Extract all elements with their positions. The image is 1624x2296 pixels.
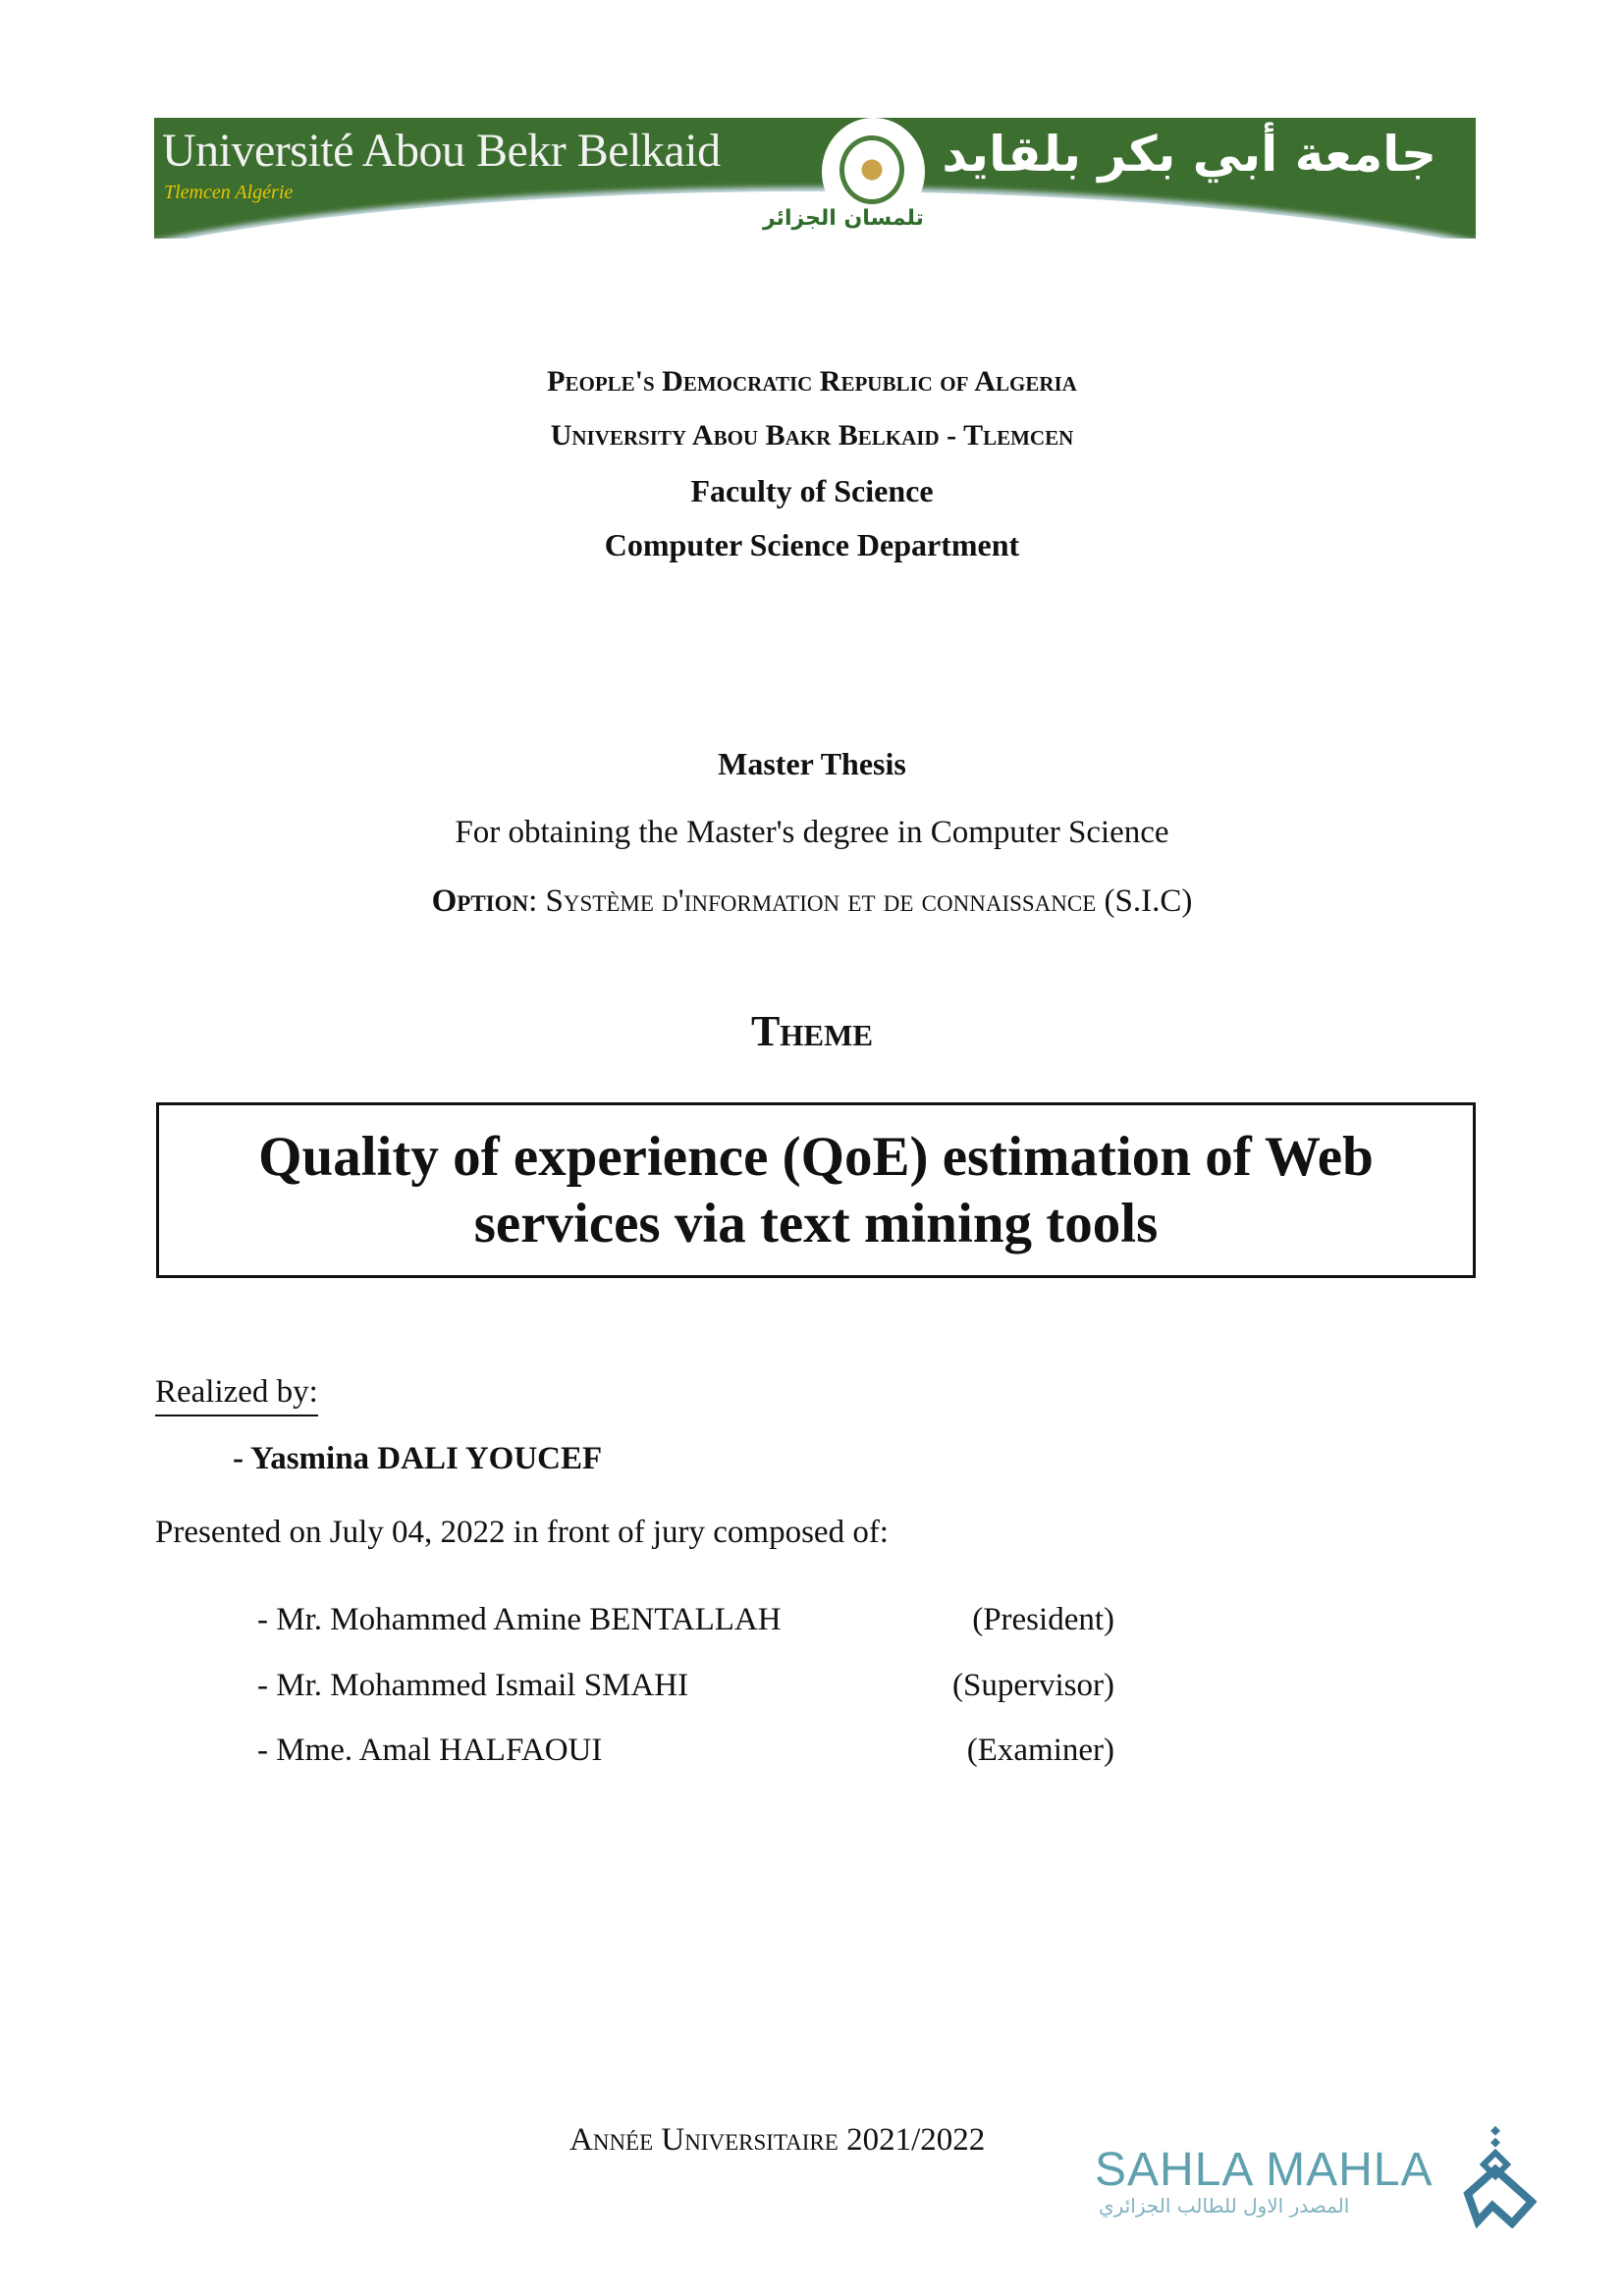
university-name-ar: جامعة أبي بكر بلقايد <box>942 126 1436 183</box>
realized-by-label: Realized by: <box>155 1374 318 1416</box>
university-heading: University Abou Bakr Belkaid - Tlemcen <box>550 419 1074 452</box>
theme-label: Theme <box>750 1007 874 1055</box>
university-name-fr: Université Abou Bekr Belkaid <box>162 125 721 177</box>
department-heading: Computer Science Department <box>604 527 1020 562</box>
option-value: : Système d'information et de connaissance (S.I.C) <box>528 883 1193 919</box>
thesis-title-box <box>156 1102 1476 1278</box>
watermark-brand: SAHLA MAHLA <box>1095 2144 1434 2196</box>
faculty-heading: Faculty of Science <box>690 473 934 508</box>
jury-member-name: - Mr. Mohammed Amine BENTALLAH <box>257 1602 782 1637</box>
thesis-purpose: For obtaining the Master's degree in Computer Science <box>455 815 1169 850</box>
university-banner <box>154 118 1476 239</box>
jury-member-name: - Mme. Amal HALFAOUI <box>257 1733 603 1768</box>
option-label: Option <box>431 883 529 919</box>
location-fr: Tlemcen Algérie <box>164 182 294 203</box>
thesis-type: Master Thesis <box>718 746 906 781</box>
presentation-text: Presented on July 04, 2022 in front of jury composed of: <box>155 1515 889 1550</box>
sahla-mahla-watermark <box>1095 2125 1537 2228</box>
thesis-title: Quality of experience (QoE) estimation of Web services via text mining tools <box>258 1125 1374 1255</box>
jury-member-role: (Examiner) <box>966 1733 1114 1768</box>
author-name: - Yasmina DALI YOUCEF <box>233 1441 603 1476</box>
jury-member-name: - Mr. Mohammed Ismail SMAHI <box>257 1668 689 1703</box>
watermark-tagline: المصدر الاول للطالب الجزائري <box>1099 2194 1350 2217</box>
sahla-logo-icon <box>1463 2125 1537 2228</box>
location-ar: تلمسان الجزائر <box>763 206 924 231</box>
thesis-option <box>0 883 1624 920</box>
country-heading: People's Democratic Republic of Algeria <box>547 365 1077 398</box>
academic-year: Année Universitaire 2021/2022 <box>569 2122 986 2158</box>
jury-member-role: (Supervisor) <box>952 1668 1114 1703</box>
jury-member-role: (President) <box>972 1602 1114 1637</box>
